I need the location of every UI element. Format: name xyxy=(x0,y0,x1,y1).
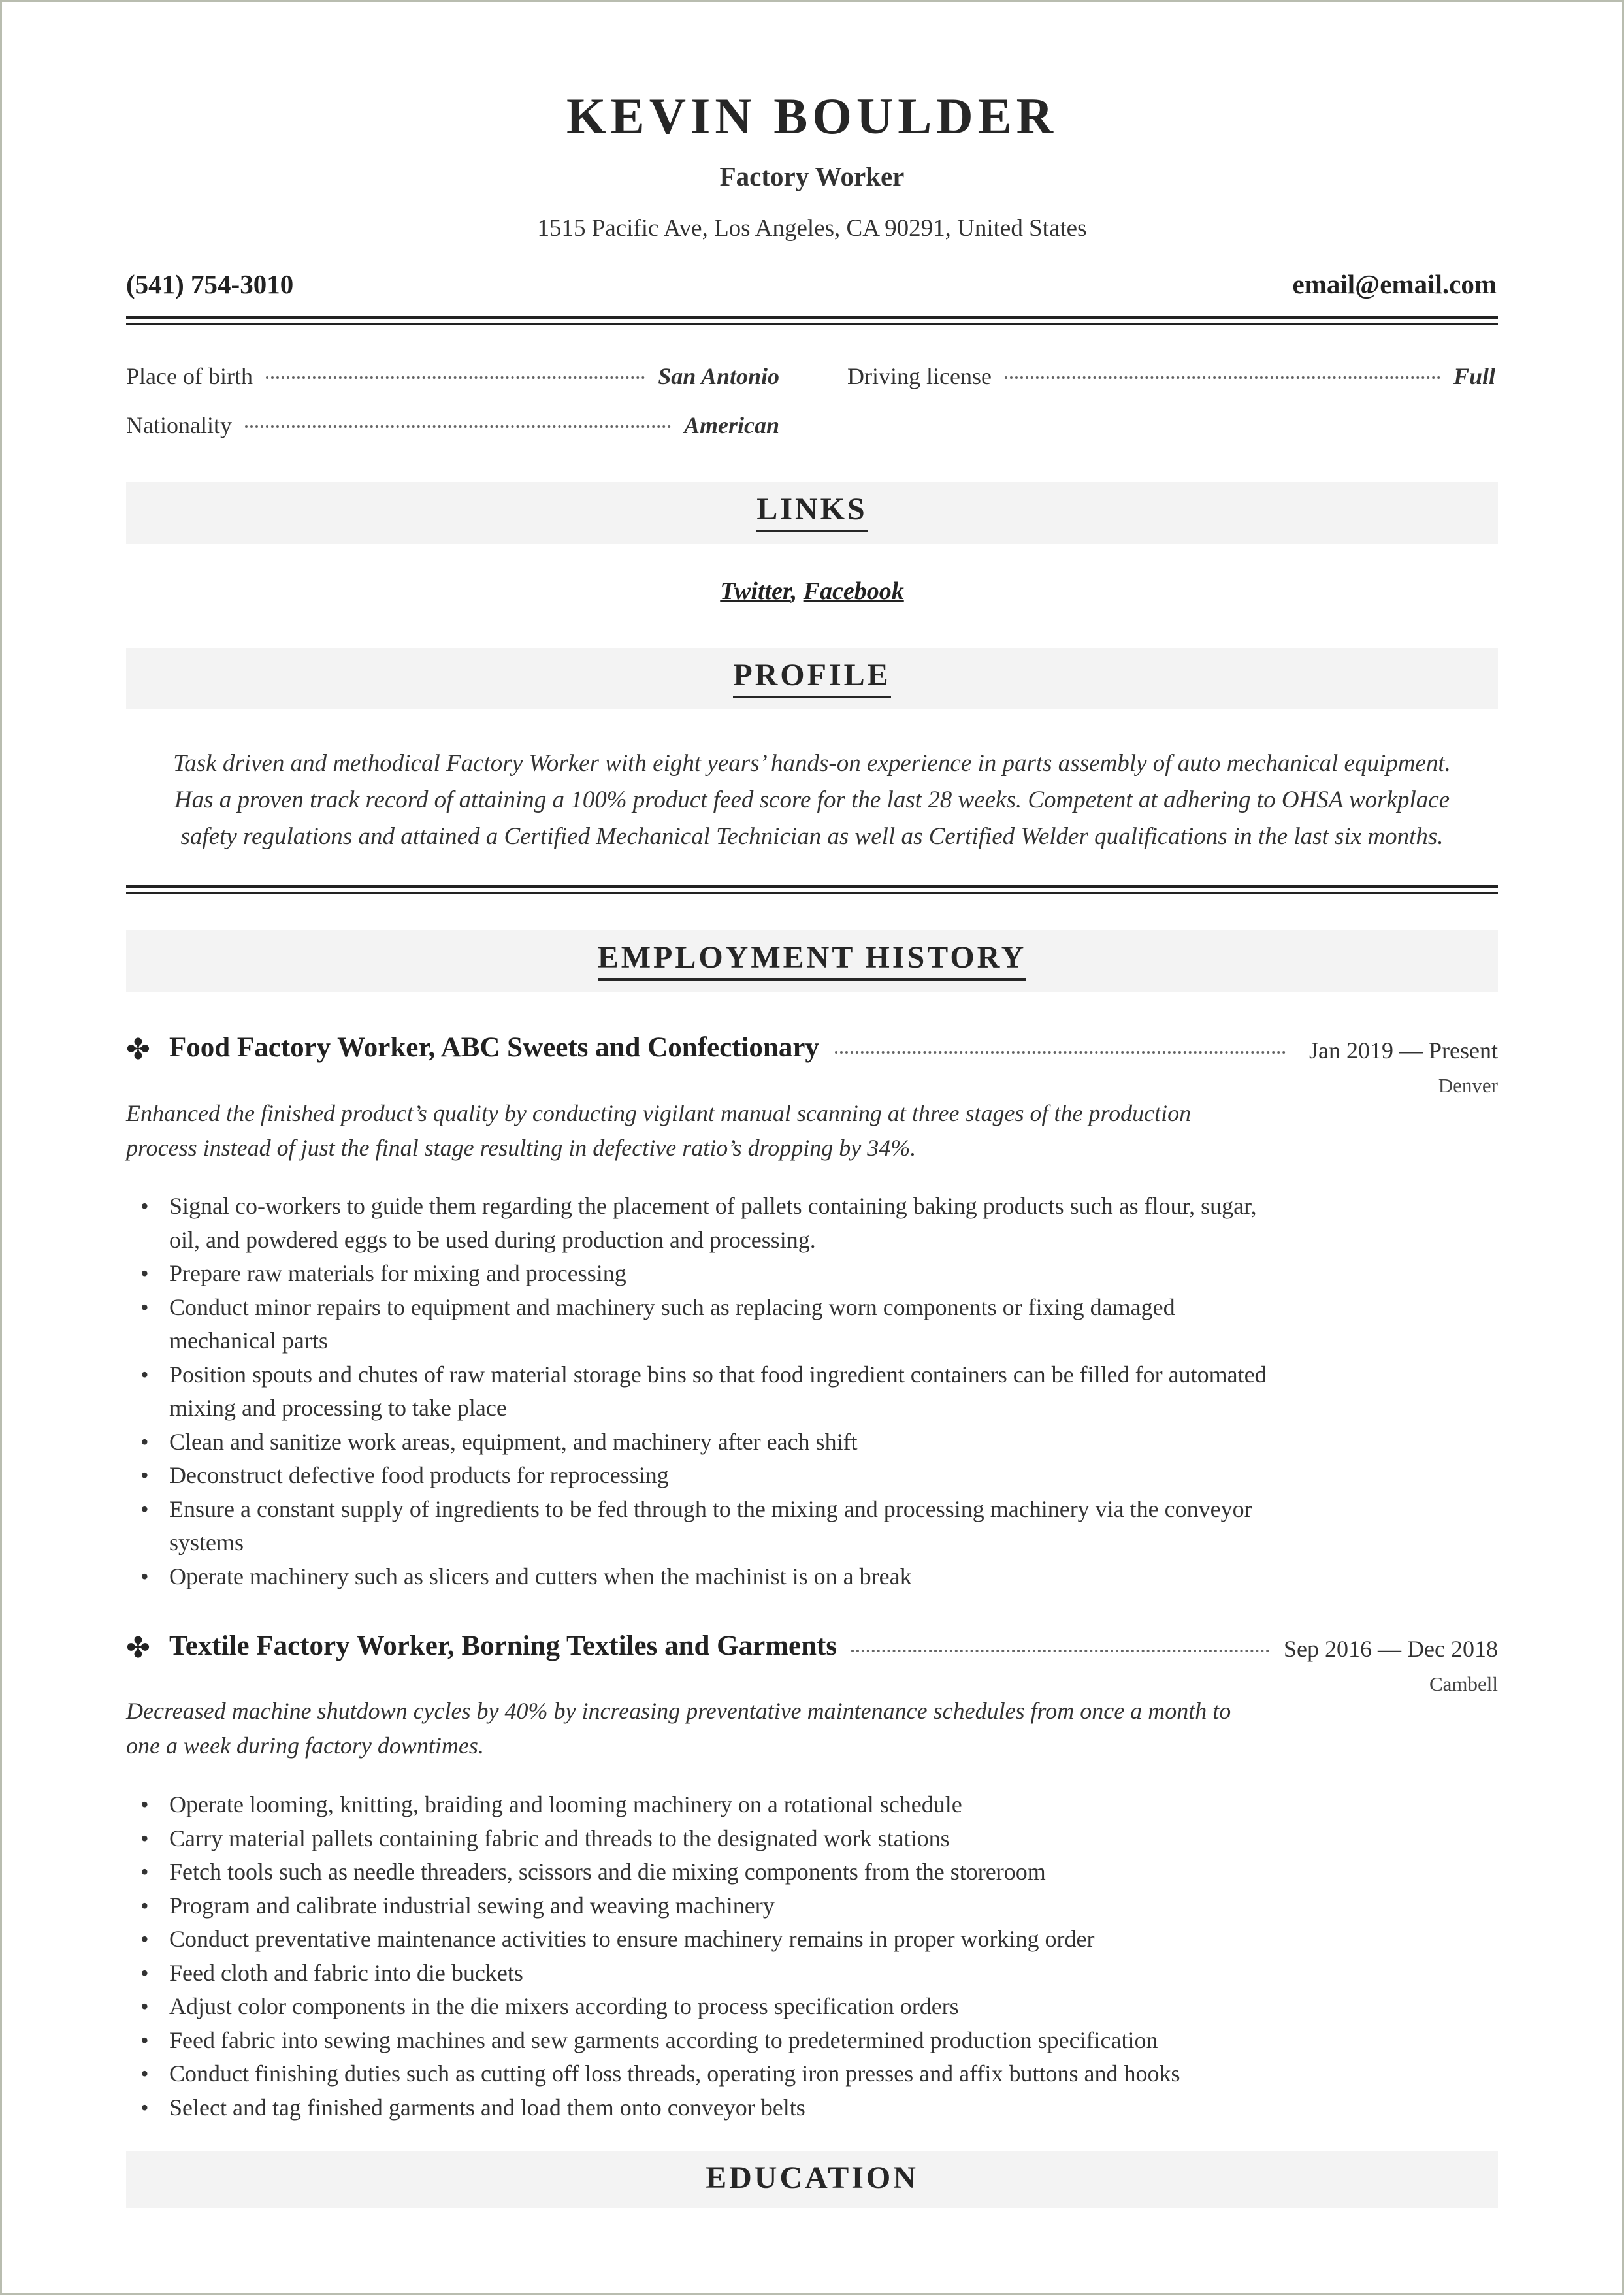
candidate-name: KEVIN BOULDER xyxy=(566,88,1058,144)
links-list xyxy=(126,577,1498,606)
section-title: PROFILE xyxy=(733,657,890,698)
job-summary: Enhanced the finished product’s quality by conducting vigilant manual scanning at three stages of the production process instead of just the final stage resulting in defective ratio’s dropping by 34%. xyxy=(126,1100,1192,1161)
job-duties xyxy=(126,1788,1276,2124)
profile-divider xyxy=(126,885,1498,894)
detail-value: Full xyxy=(1453,363,1495,389)
duty-item: • Position spouts and chutes of raw material storage bins so that food ingredient containers can be filled for automated mixing and processing to take place xyxy=(126,1358,1276,1425)
job-title: Textile Factory Worker, Borning Textiles and Garments xyxy=(169,1631,837,1661)
section-title: EDUCATION xyxy=(706,2160,918,2195)
duty-item: • Conduct finishing duties such as cutting off loss threads, operating iron presses and affix buttons and hooks xyxy=(126,2057,1276,2091)
job-title: Food Factory Worker, ABC Sweets and Confectionary xyxy=(169,1032,819,1063)
link-separator: , xyxy=(790,578,804,605)
duty-item: • Clean and sanitize work areas, equipment, and machinery after each shift xyxy=(126,1425,1276,1459)
job-city: Denver xyxy=(1438,1074,1498,1097)
duty-item: • Operate looming, knitting, braiding and looming machinery on a rotational schedule xyxy=(126,1788,1276,1822)
twitter-link[interactable]: Twitter xyxy=(720,578,791,605)
duty-item: • Ensure a constant supply of ingredients to be fed through to the mixing and processing machinery via the conveyor systems xyxy=(126,1493,1276,1560)
job-summary: Decreased machine shutdown cycles by 40% by increasing preventative maintenance schedules from once a month to one a week during factory downtimes. xyxy=(126,1698,1231,1759)
duty-item: • Signal co-workers to guide them regarding the placement of pallets containing baking products such as flour, sugar, oil, and powdered eggs to be used during production and processing. xyxy=(126,1190,1276,1257)
duty-item: • Conduct minor repairs to equipment and machinery such as replacing worn components or fixing damaged mechanical parts xyxy=(126,1291,1276,1358)
job-header xyxy=(126,1032,1498,1071)
duty-item: • Adjust color components in the die mixers according to process specification orders xyxy=(126,1990,1276,2024)
detail-nationality xyxy=(126,412,779,444)
dot-leader xyxy=(266,376,645,379)
section-title: LINKS xyxy=(756,491,867,532)
dot-leader xyxy=(835,1051,1286,1054)
four-petal-icon: ✤ xyxy=(126,1034,150,1066)
four-petal-icon: ✤ xyxy=(126,1632,150,1664)
section-profile xyxy=(126,648,1498,709)
duty-item: • Prepare raw materials for mixing and processing xyxy=(126,1257,1276,1291)
duty-item: • Select and tag finished garments and load them onto conveyor belts xyxy=(126,2091,1276,2125)
duty-item: • Fetch tools such as needle threaders, scissors and die mixing components from the storeroom xyxy=(126,1855,1276,1889)
section-title: EMPLOYMENT HISTORY xyxy=(598,939,1027,981)
duty-item: • Conduct preventative maintenance activities to ensure machinery remains in proper working order xyxy=(126,1923,1276,1957)
section-employment-history xyxy=(126,930,1498,992)
section-education xyxy=(126,2151,1498,2208)
dot-leader xyxy=(1005,376,1440,379)
job-header xyxy=(126,1630,1498,1669)
candidate-title: Factory Worker xyxy=(719,161,905,191)
job-duties xyxy=(126,1190,1276,1593)
email-address[interactable]: email@email.com xyxy=(1292,269,1497,299)
job-dates: Sep 2016 — Dec 2018 xyxy=(1284,1636,1498,1662)
detail-value: San Antonio xyxy=(658,363,779,389)
detail-label: Driving license xyxy=(847,363,992,389)
duty-item: • Carry material pallets containing fabric and threads to the designated work stations xyxy=(126,1822,1276,1856)
duty-item: • Operate machinery such as slicers and cutters when the machinist is on a break xyxy=(126,1560,1276,1594)
duty-item: • Deconstruct defective food products for reprocessing xyxy=(126,1459,1276,1493)
duty-item: • Feed fabric into sewing machines and sew garments according to predetermined production specification xyxy=(126,2024,1276,2058)
detail-place-of-birth xyxy=(126,363,779,395)
header-divider xyxy=(126,316,1498,325)
facebook-link[interactable]: Facebook xyxy=(803,578,904,605)
job-city: Cambell xyxy=(1429,1672,1498,1695)
phone-number: (541) 754-3010 xyxy=(126,269,294,299)
duty-item: • Feed cloth and fabric into die buckets xyxy=(126,1957,1276,1991)
detail-value: American xyxy=(683,412,779,438)
dot-leader xyxy=(245,425,671,428)
detail-label: Place of birth xyxy=(126,363,253,389)
detail-label: Nationality xyxy=(126,412,232,438)
candidate-address: 1515 Pacific Ave, Los Angeles, CA 90291, United States xyxy=(537,215,1087,242)
profile-summary: Task driven and methodical Factory Worker with eight years’ hands-on experience in parts assembly of auto mechanical equipment. Has a proven track record of attaining a 100% product feed score for the last 28 weeks. Competent at adhering to OHSA workplace safety regulations and attained a Certified Mechanical Technician as well as Certified Welder qualifications in the last six months. xyxy=(173,750,1451,850)
duty-item: • Program and calibrate industrial sewing and weaving machinery xyxy=(126,1889,1276,1923)
section-links xyxy=(126,482,1498,544)
job-dates: Jan 2019 — Present xyxy=(1309,1037,1498,1064)
dot-leader xyxy=(851,1650,1269,1652)
detail-driving-license xyxy=(847,363,1495,395)
